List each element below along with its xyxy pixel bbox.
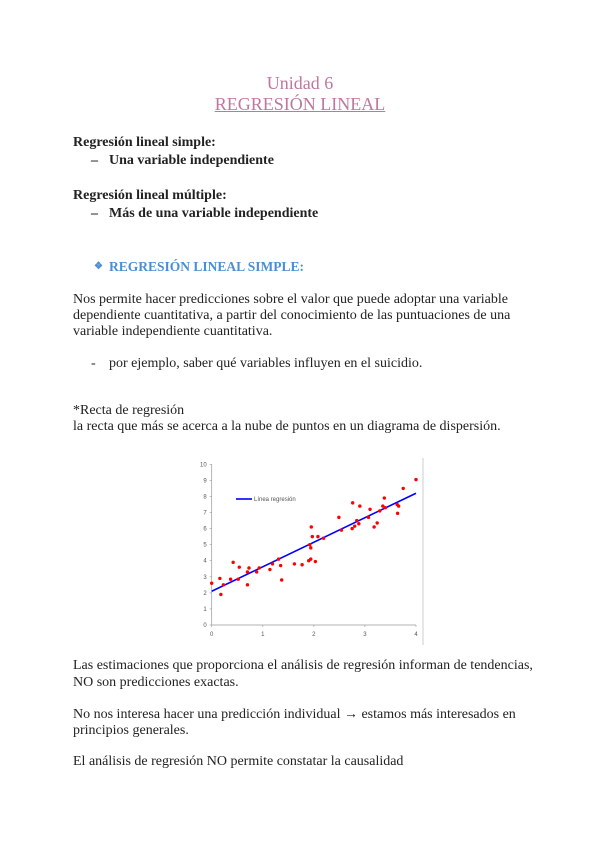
scatter-chart — [195, 450, 427, 645]
data-point — [279, 564, 282, 567]
data-point — [237, 578, 240, 581]
x-tick-label: 4 — [414, 632, 418, 638]
data-point — [300, 563, 303, 566]
note-line: principios generales. — [73, 723, 189, 738]
data-point — [353, 524, 356, 527]
data-point — [310, 525, 313, 528]
y-tick-label: 0 — [203, 623, 207, 629]
data-point — [351, 501, 354, 504]
data-point — [271, 562, 274, 565]
data-point — [378, 509, 381, 512]
list-dash: – — [91, 206, 98, 221]
x-tick-label: 0 — [210, 632, 214, 638]
list-dash: – — [91, 153, 98, 168]
data-point — [309, 557, 312, 560]
note-line: El análisis de regresión NO permite constatar la causalidad — [73, 754, 404, 769]
data-point — [384, 506, 387, 509]
data-point — [367, 516, 370, 519]
y-tick-label: 1 — [203, 606, 207, 613]
recta-definition: la recta que más se acerca a la nube de puntos en un diagrama de dispersión. — [73, 419, 501, 434]
y-tick-label: 3 — [203, 574, 207, 581]
data-point — [257, 566, 260, 569]
data-point — [340, 528, 343, 531]
data-point — [246, 583, 249, 586]
example-item: por ejemplo, saber qué variables influyen en el suicidio. — [109, 356, 423, 371]
data-point — [316, 535, 319, 538]
data-point — [368, 508, 371, 511]
data-point — [397, 504, 400, 507]
data-point — [222, 583, 225, 586]
data-point — [308, 543, 311, 546]
data-point — [396, 512, 399, 515]
list-item: Una variable independiente — [109, 153, 274, 168]
note-line: Las estimaciones que proporciona el análisis de regresión informan de tendencias, — [73, 658, 533, 673]
data-point — [358, 504, 361, 507]
simple-heading: Regresión lineal simple: — [73, 135, 216, 150]
data-point — [355, 519, 358, 522]
data-point — [337, 516, 340, 519]
data-point — [375, 521, 378, 524]
x-tick-label: 2 — [312, 632, 316, 638]
data-point — [402, 487, 405, 490]
section-heading: REGRESIÓN LINEAL SIMPLE: — [109, 259, 305, 274]
data-point — [314, 560, 317, 563]
x-tick-label: 1 — [261, 632, 265, 638]
data-point — [311, 535, 314, 538]
legend-label: Línea regresión — [254, 497, 296, 503]
data-point — [383, 496, 386, 499]
y-tick-label: 5 — [203, 542, 207, 549]
data-point — [309, 546, 312, 549]
data-point — [268, 568, 271, 571]
note-line: NO son predicciones exactas. — [73, 675, 239, 690]
y-tick-label: 9 — [203, 478, 207, 485]
x-tick-label: 3 — [363, 632, 367, 638]
data-point — [210, 582, 213, 585]
data-point — [255, 570, 258, 573]
y-tick-label: 4 — [203, 558, 207, 565]
data-point — [350, 527, 353, 530]
y-tick-label: 8 — [203, 494, 207, 501]
data-point — [277, 557, 280, 560]
y-tick-label: 7 — [203, 510, 207, 517]
data-point — [229, 578, 232, 581]
multiple-heading: Regresión lineal múltiple: — [73, 188, 227, 203]
page-title: REGRESIÓN LINEAL — [214, 94, 386, 114]
data-point — [357, 522, 360, 525]
y-tick-label: 2 — [203, 590, 207, 597]
paragraph-line: dependiente cuantitativa, a partir del conocimiento de las puntuaciones de una — [73, 308, 511, 323]
data-point — [218, 577, 221, 580]
list-item: Más de una variable independiente — [109, 206, 319, 221]
paragraph-line: variable independiente cuantitativa. — [73, 324, 273, 339]
data-point — [231, 561, 234, 564]
data-point — [372, 525, 375, 528]
data-point — [219, 593, 222, 596]
data-point — [246, 570, 249, 573]
y-tick-label: 10 — [200, 462, 207, 469]
recta-title: *Recta de regresión — [73, 403, 185, 418]
y-tick-label: 6 — [203, 526, 207, 533]
paragraph-line: Nos permite hacer predicciones sobre el valor que puede adoptar una variable — [73, 292, 508, 307]
diamond-bullet-icon: ❖ — [94, 261, 103, 272]
data-point — [293, 562, 296, 565]
data-point — [238, 565, 241, 568]
data-point — [280, 578, 283, 581]
note-line: No nos interesa hacer una predicción individual → estamos más interesados en — [73, 707, 516, 722]
data-point — [414, 478, 417, 481]
list-dash: - — [91, 356, 96, 371]
data-point — [322, 537, 325, 540]
data-point — [247, 566, 250, 569]
unit-title: Unidad 6 — [266, 73, 334, 93]
